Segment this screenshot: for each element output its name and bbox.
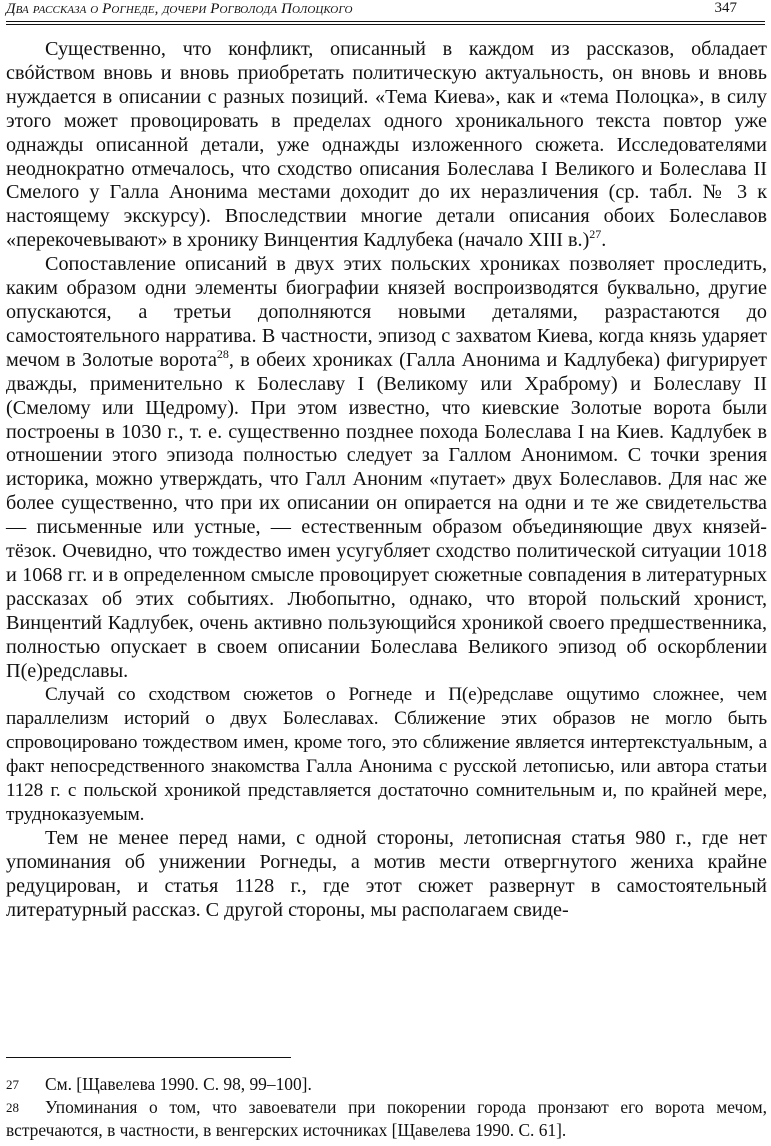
footnote-text: Упоминания о том, что завоеватели при покорении города пронзают его ворота мечом, встречаются, в частности, в венгерских источниках [Щавелева 1990. С. 61]. <box>6 1097 767 1140</box>
paragraph-4 <box>6 827 767 923</box>
footnote-ref-28[interactable]: 28 <box>216 346 229 361</box>
paragraph-tail: , в обеих хрониках (Галла Анонима и Кадлубека) фигурирует дважды, применительно к Болеславу I (Великому или Храброму) и Болеславу II (Смелому или Щедрому). При этом известно, что киевские Золотые ворота были построены в 1030 г., т. е. существенно позднее похода Болеслава I на Киев. Кадлубек в отношении этого эпизода полностью следует за Галлом Анонимом. С точки зрения историка, можно утверждать, что Галл Аноним «путает» двух Болеславов. Для нас же более существенно, что при их описании он опирается на одни и те же свидетельства — письменные или устные, — естественным образом объединяющие двух князей-тёзок. Очевидно, что тождество имен усугубляет сходство политической ситуации 1018 и 1068 гг. и в определенном смысле провоцирует сюжетные совпадения в литературных рассказах об этих событиях. Любопытно, однако, что второй польский хронист, Винцентий Кадлубек, очень активно пользующийся хроникой своего предшественника, полностью опускает в своем описании Болеслава Великого эпизод об оскорблении П(е)редславы. <box>6 348 767 682</box>
header-rule <box>6 21 765 22</box>
paragraph-text: Тем не менее перед нами, с одной стороны, летописная статья 980 г., где нет упоминания об унижении Рогнеды, а мотив мести отвергнутого жениха крайне редуцирован, и статья 1128 г., где этот сюжет развернут в самостоятельный литературный рассказ. С другой стороны, мы располагаем свиде- <box>6 826 767 921</box>
header-rule-double <box>6 24 765 25</box>
page-number: 347 <box>714 0 737 16</box>
paragraph-text: Существенно, что конфликт, описанный в каждом из рассказов, обладает свóйством вновь и вновь приобретать политическую актуальность, он вновь и вновь нуждается в описании с разных позиций. «Тема Киева», как и «тема Полоцка», в силу этого может провоцировать в пределах одного хроникального текста повтор уже однажды описанной детали, уже однажды изложенного сюжета. Исследователями неоднократно отмечалось, что сходство описания Болеслава I Великого и Болеслава II Смелого у Галла Анонима местами доходит до их неразличения (ср. табл. № 3 к настоящему экскурсу). Впоследствии многие детали описания обоих Болеславов «перекочевывают» в хронику Винцентия Кадлубека (начало XIII в.) <box>6 38 767 252</box>
paragraph-tail: . <box>601 229 607 252</box>
footnote-separator <box>6 1057 291 1058</box>
footnote-ref-27[interactable]: 27 <box>589 227 602 242</box>
page-header <box>6 0 765 26</box>
paragraph-2 <box>6 253 767 683</box>
paragraph-text: Сопоставление описаний в двух этих польских хрониках позволяет проследить, каким образом одни элементы биографии князей воспроизводятся буквально, другие опускаются, а третьи дополняются новыми деталями, разрастаются до самостоятельного нарратива. В частности, эпизод с захватом Киева, когда князь ударяет мечом в Золотые ворота <box>6 253 767 371</box>
footnote-number: 27 <box>6 1077 19 1092</box>
paragraph-3 <box>6 683 767 826</box>
running-title: Два рассказа о Рогнеде, дочери Рогволода Полоцкого <box>6 1 353 17</box>
footnote-27 <box>6 1073 767 1096</box>
body-text <box>6 38 767 923</box>
footnote-text: См. [Щавелева 1990. С. 98, 99–100]. <box>45 1074 312 1094</box>
paragraph-text: Случай со сходством сюжетов о Рогнеде и П(е)редславе ощутимо сложнее, чем параллелизм историй о двух Болеславах. Сближение этих образов не могло быть спровоцировано тождеством имен, кроме того, это сближение является интертекстуальным, а факт непосредственного знакомства Галла Анонима с русской летописью, или автора статьи 1128 г. с польской хроникой представляется достаточно сомнительным и, по крайней мере, трудноказуемым. <box>6 684 767 825</box>
paragraph-1 <box>6 38 767 253</box>
footnotes <box>6 1073 767 1142</box>
footnote-28 <box>6 1096 767 1142</box>
footnote-number: 28 <box>6 1100 19 1115</box>
